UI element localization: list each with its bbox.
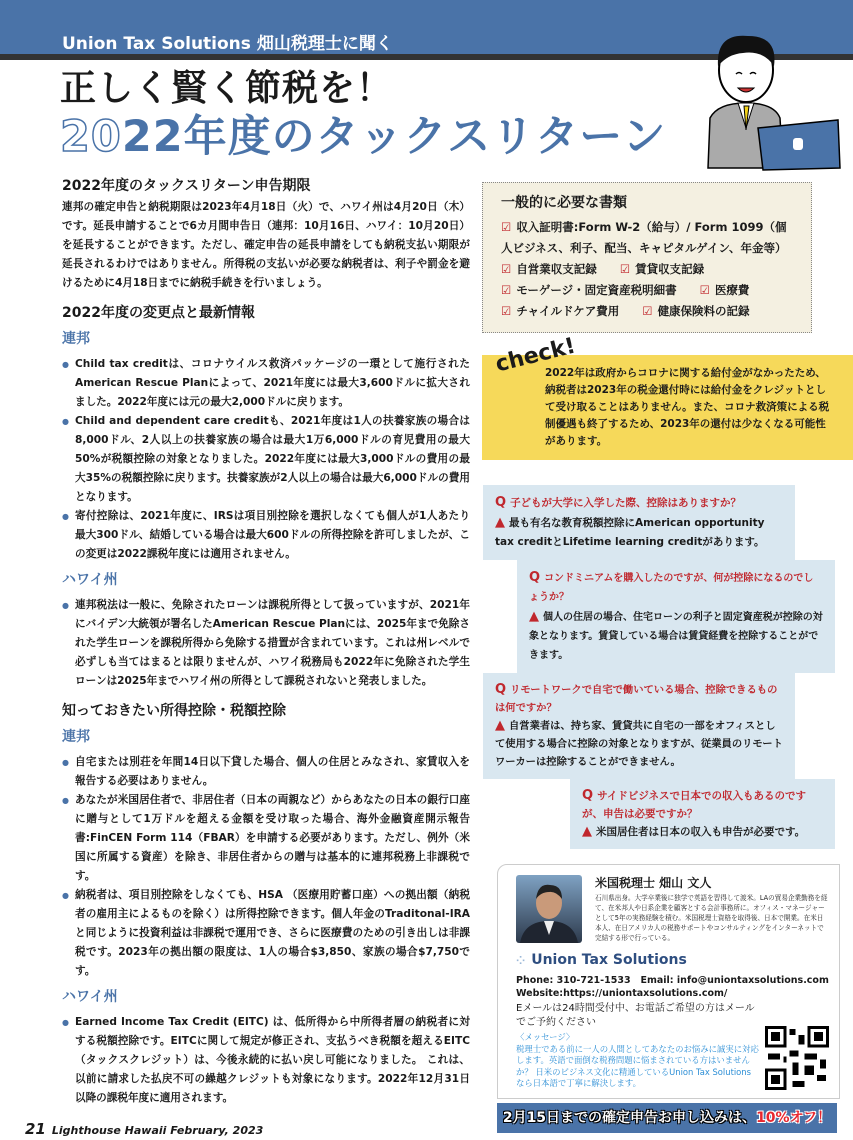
- check-text: 2022年は政府からコロナに関する給付金がなかったため、納税者は2023年の税金還付時には給付金をクレジットとして受け取ることはありません。また、コロナ救済策による税制優遇も終了するため、2023年の還付は少なくなる可能性があります。: [545, 367, 830, 447]
- section-3-federal-label: 連邦: [62, 729, 90, 745]
- checkbox-icon: ☑: [699, 283, 710, 297]
- profile-bio: 石川県出身。大学卒業後に独学で英語を習得して渡米。LAの貿易企業勤務を経て、在米邦人や日系企業を顧客とする会計事務所に。オフィス・マネージャーとして5年の実務経験を積む。米国税理士資格を取得後、日本で開業。在米日本人、在日アメリカ人の税務サポートやコンサルティングをインターネットで完結する形で行っている。: [595, 894, 828, 942]
- title-rest: 22年度のタックスリターン: [121, 112, 667, 162]
- checkbox-icon: ☑: [501, 283, 512, 297]
- question-icon: Q: [495, 495, 507, 510]
- question-icon: Q: [529, 570, 541, 585]
- check-banner: [482, 333, 853, 460]
- left-column: [25, 176, 470, 1140]
- check-label: check!: [493, 333, 579, 378]
- qa-item-3: Q リモートワークで自宅で働いている場合、控除できるものは何ですか？ ▲ 自営業者は、持ち家、賃貸共に自宅の一部をオフィスとして使用する場合に控除の対象となりますが、従業員のリモートワーカーは控除することができません。: [483, 673, 795, 779]
- website-link[interactable]: Website:https://uniontaxsolutions.com/: [516, 988, 728, 999]
- list-item: ● 自宅または別荘を年間14日以下貸した場合、個人の住居とみなされ、家賃収入を報告する必要はありません。: [62, 753, 470, 791]
- list-item: ● 連邦税法は一般に、免除されたローンは課税所得として扱っていますが、2021年にバイデン大統領が署名したAmerican Rescue Planには、2025年まで免除された学生ローンを課税所得から免除する措置が含まれています。これは州レベルで必ずしも当てはまるとは限りませんが、ハワイ税務局も2022年に免除された学生ローンは2025年までハワイ州の所得として課税されないと発表しました。: [62, 596, 470, 691]
- list-item: ● Child and dependent care creditも、2021年度は1人の扶養家族の場合は8,000ドル、2人以上の扶養家族の場合は最大1万6,000ドルの育児費用の最大50%が税額控除の対象となりました。2022年度には最大3,000ドルの費用の最大35%の税額控除に戻ります。扶養家族が2人以上の場合は最大6,000ドルの費用となります。: [62, 412, 470, 507]
- list-item: ● 納税者は、項目別控除をしなくても、HSA （医療用貯蓄口座）への拠出額（納税者の雇用主によるものを除く）は所得控除できます。個人年金のTraditonal-IRAと同じように投資利益は非課税で運用でき、さらに医療費のための引き出しは非課税です。2023年の拠出額の限度は、1人の場合$3,850、家族の場合$7,750です。: [62, 886, 470, 981]
- document-item: ☑ 収入証明書:Form W-2（給与）/ Form 1099（個人ビジネス、利子、配当、キャピタルゲイン、年金等）: [501, 220, 787, 255]
- required-documents-box: [482, 182, 812, 333]
- list-item: ● Child tax creditは、コロナウイルス救済パッケージの一環として施行されたAmerican Rescue Planによって、2021年度には最大3,600ドルに拡大されました。2022年度には元の最大2,000ドルに戻ります。: [62, 355, 470, 412]
- qa-item-2: Q コンドミニアムを購入したのですが、何が控除になるのでしょうか？ ▲ 個人の住居の場合、住宅ローンの利子と固定資産税が控除の対象となります。賃貸している場合は賃貸経費を控除することができます。: [517, 560, 835, 673]
- title-line-1: 正しく賢く節税を！: [60, 68, 394, 109]
- logo-dots-icon: ⁘: [516, 954, 526, 967]
- section-2-heading: 2022年度の変更点と最新情報: [62, 305, 255, 321]
- profile-photo: [516, 875, 582, 943]
- documents-title: 一般的に必要な書類: [501, 195, 627, 211]
- qr-code[interactable]: [765, 1026, 829, 1090]
- checkbox-icon: ☑: [501, 220, 512, 234]
- section-2-hawaii-label: ハワイ州: [62, 572, 118, 588]
- checkbox-icon: ☑: [501, 262, 512, 276]
- list-item: ● 寄付控除は、2021年度に、IRSは項目別控除を選択しなくても個人が1人あたり最大300ドル、結婚している場合は最大600ドルの所得控除を許可しましたが、この変更は2022課税年度には適用されません。: [62, 507, 470, 564]
- header-kicker: Union Tax Solutions 畑山税理士に聞く: [62, 34, 393, 54]
- section-1-heading: 2022年度のタックスリターン申告期限: [62, 178, 311, 194]
- checkbox-icon: ☑: [642, 304, 653, 318]
- answer-icon: ▲: [529, 609, 539, 624]
- document-row: ☑ モーゲージ・固定資産税明細書 ☑ 医療費: [501, 283, 750, 297]
- document-row: ☑ 自営業収支記録 ☑ 賃貸収支記録: [501, 262, 705, 276]
- right-column: [482, 182, 853, 1133]
- phone: Phone: 310-721-1533: [516, 975, 631, 986]
- qa-list: [482, 485, 853, 849]
- qa-item-1: Q 子どもが大学に入学した際、控除はありますか？ ▲ 最も有名な教育税額控除にAmerican opportunity tax creditとLifetime learning creditがあります。: [483, 485, 795, 560]
- answer-icon: ▲: [495, 718, 505, 733]
- section-2-federal-label: 連邦: [62, 331, 90, 347]
- section-1-body: 連邦の確定申告と納税期限は2023年4月18日（火）で、ハワイ州は4月20日（木）です。延長申請することで6カ月間申告日（連邦：10月16日、ハワイ：10月20日）を延長することができます。ただし、確定申告の延長申請をしても納税支払い期限が延長されるわけではありません。所得税の支払いが必要な納税者は、利子や罰金を避けるために4月18日までに納税手続きを行いましょう。: [62, 201, 470, 289]
- company-logo: ⁘ Union Tax Solutions: [516, 952, 687, 968]
- promo-banner: 2月15日までの確定申告お申し込みは、10%オフ！: [497, 1103, 837, 1133]
- page-number: 21: [25, 1120, 46, 1138]
- question-icon: Q: [495, 682, 507, 697]
- email-link[interactable]: Email: info@uniontaxsolutions.com: [640, 975, 829, 986]
- section-3-hawaii-list: [62, 1013, 470, 1108]
- profile-name: 米国税理士 畑山 文人: [595, 876, 712, 890]
- list-item: ● Earned Income Tax Credit (EITC) は、低所得から中所得者層の納税者に対する税額控除です。EITCに関して規定が修正され、支払うべき税額を超えるEITC（タックスクレジット）は、今後永続的に払い戻し可能になりました。 これは、以前に請求した払戻不可の繰越クレジットも対象になります。2022年12月31日以降の課税年度に適用されます。: [62, 1013, 470, 1108]
- section-3-heading: 知っておきたい所得控除・税額控除: [62, 703, 286, 719]
- issue-info: Lighthouse Hawaii February, 2023: [51, 1124, 264, 1137]
- answer-icon: ▲: [582, 824, 592, 839]
- list-item: ● あなたが米国居住者で、非居住者（日本の両親など）からあなたの日本の銀行口座に贈与として1万ドルを超える金額を受け取った場合、海外金融資産開示報告書:FinCEN Form 114（FBAR）を申請する必要があります。ただし、例外（米国に所属する資産）を除き、非居住者からの贈与は基本的に連邦税務上非課税です。: [62, 791, 470, 886]
- message: 〈メッセージ〉 税理士である前に一人の人間としてあなたのお悩みに誠実に対応します。英語で面倒な税務問題に悩まされている方はいませんか？ 日米のビジネス文化に精通しているUnion Tax Solutionsなら日本語で丁寧に解決します。: [516, 1032, 759, 1088]
- question-icon: Q: [582, 788, 594, 803]
- checkbox-icon: ☑: [619, 262, 631, 276]
- document-row: ☑ チャイルドケア費用 ☑ 健康保険料の記録: [501, 304, 750, 318]
- page-footer: [25, 1120, 470, 1140]
- section-3-hawaii-label: ハワイ州: [62, 989, 118, 1005]
- checkbox-icon: ☑: [501, 304, 512, 318]
- title-line-2: [60, 112, 666, 162]
- section-3-federal-list: [62, 753, 470, 981]
- qa-item-4: Q サイドビジネスで日本での収入もあるのですが、申告は必要ですか？ ▲ 米国居住者は日本の収入も申告が必要です。: [570, 779, 835, 849]
- profile-box: [497, 864, 840, 1099]
- contact-info: [516, 974, 829, 1000]
- businessman-laptop-illustration: [688, 18, 848, 173]
- section-2-hawaii-list: [62, 596, 470, 691]
- section-2-federal-list: [62, 355, 470, 564]
- title-outline-digits: 20: [60, 112, 122, 162]
- contact-hours: Eメールは24時間受付中、お電話ご希望の方はメールでご予約ください: [516, 1003, 755, 1028]
- answer-icon: ▲: [495, 515, 505, 530]
